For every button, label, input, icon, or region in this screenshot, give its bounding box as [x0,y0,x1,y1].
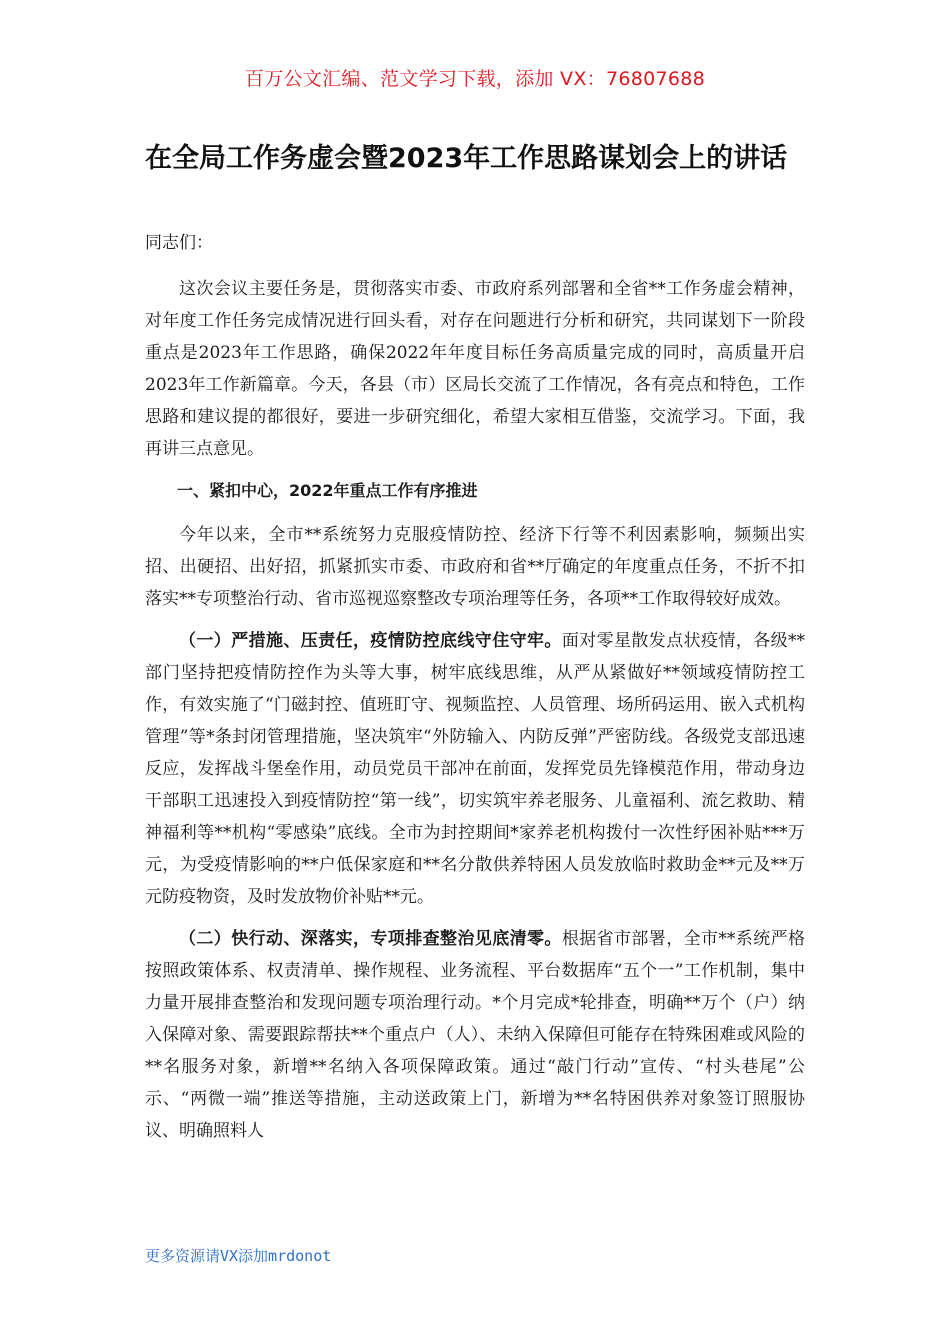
section-intro-paragraph: 今年以来，全市**系统努力克服疫情防控、经济下行等不利因素影响，频频出实招、出硬招、出好招，抓紧抓实市委、市政府和省**厅确定的年度重点任务，不折不扣落实**专项整治行动、省市巡视巡察整改专项治理等任务，各项**工作取得较好成效。 [145,525,805,609]
subsection-2-paragraph [145,923,805,1147]
header-banner: 百万公文汇编、范文学习下载，添加 VX：76807688 [244,68,706,90]
section-heading: 一、紧扣中心，2022年重点工作有序推进 [177,481,478,500]
footer-note: 更多资源请VX添加mrdonot [145,1247,332,1265]
subsection-1-paragraph [145,625,805,913]
subsection-1-body: 面对零星散发点状疫情，各级**部门坚持把疫情防控作为头等大事，树牢底线思维，从严从紧做好**领域疫情防控工作，有效实施了“门磁封控、值班盯守、视频监控、人员管理、场所码运用、嵌入式机构管理”等*条封闭管理措施，坚决筑牢“外防输入、内防反弹”严密防线。各级党支部迅速反应，发挥战斗堡垒作用，动员党员干部冲在前面，发挥党员先锋模范作用，带动身边干部职工迅速投入到疫情防控“第一线”，切实筑牢养老服务、儿童福利、流乞救助、精神福利等**机构“零感染”底线。全市为封控期间*家养老机构拨付一次性纾困补贴***万元，为受疫情影响的**户低保家庭和**名分散供养特困人员发放临时救助金**元及**万元防疫物资，及时发放物价补贴**元。 [145,631,806,907]
subsection-2-body: 根据省市部署，全市**系统严格按照政策体系、权责清单、操作规程、业务流程、平台数据库“五个一”工作机制，集中力量开展排查整治和发现问题专项治理行动。*个月完成*轮排查，明确**万个（户）纳入保障对象、需要跟踪帮扶**个重点户（人）、未纳入保障但可能存在特殊困难或风险的**名服务对象，新增**名纳入各项保障政策。通过“敲门行动”宣传、“村头巷尾”公示、“两微一端”推送等措施，主动送政策上门，新增为**名特困供养对象签订照服协议、明确照料人 [145,929,806,1141]
subsection-1-lead: （一）严措施、压责任，疫情防控底线守住守牢。 [179,631,562,651]
document-title: 在全局工作务虚会暨2023年工作思路谋划会上的讲话 [145,143,788,174]
intro-paragraph: 这次会议主要任务是，贯彻落实市委、市政府系列部署和全省**工作务虚会精神，对年度工作任务完成情况进行回头看，对存在问题进行分析和研究，共同谋划下一阶段重点是2023年工作思路，确保2022年年度目标任务高质量完成的同时，高质量开启2023年工作新篇章。今天，各县（市）区局长交流了工作情况，各有亮点和特色，工作思路和建议提的都很好，要进一步研究细化，希望大家相互借鉴，交流学习。下面，我再讲三点意见。 [145,279,805,459]
subsection-2-lead: （二）快行动、深落实，专项排查整治见底清零。 [179,929,562,949]
salutation: 同志们： [145,233,213,253]
document-body [145,227,805,1157]
